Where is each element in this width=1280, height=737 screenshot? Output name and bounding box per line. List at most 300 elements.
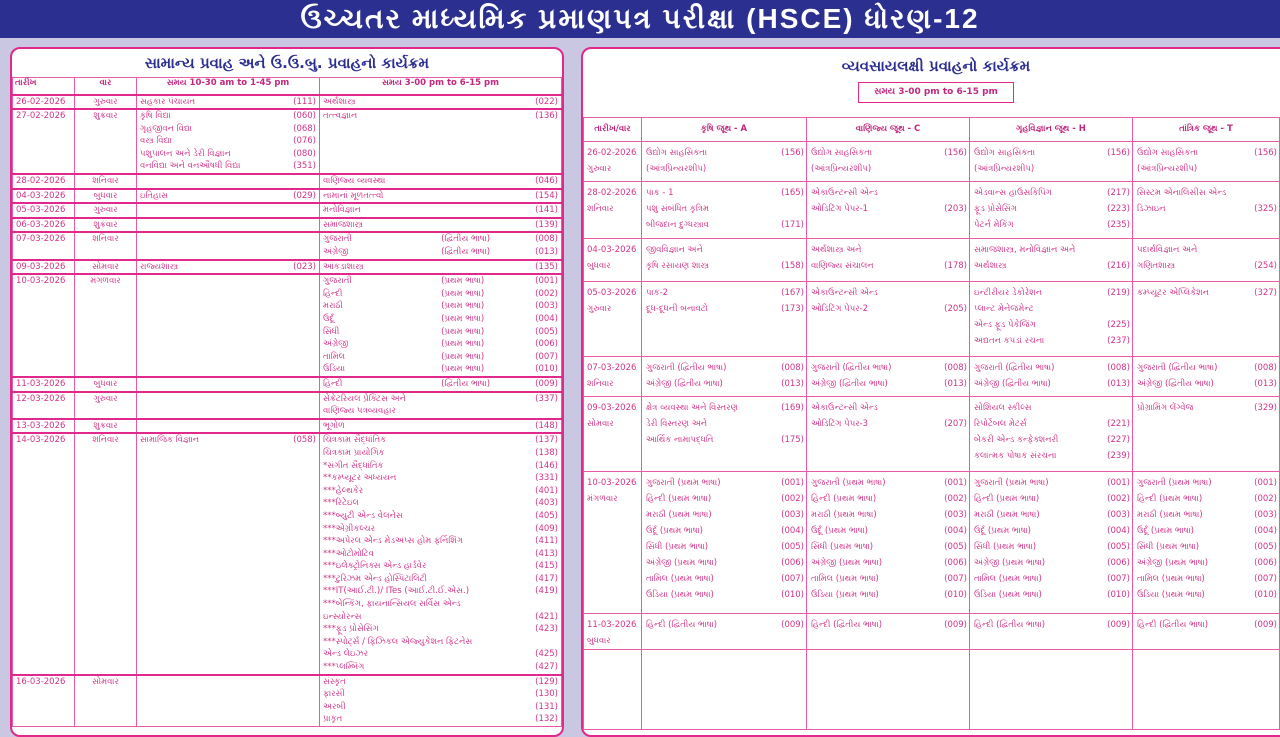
group-subjects bbox=[807, 239, 970, 282]
subject-name: કલાત્મક પોષાક સંરચના bbox=[974, 451, 1057, 461]
subject-code: (009) bbox=[781, 620, 804, 630]
col-group-h: ગૃહવિજ્ઞાન જૂથ - H bbox=[970, 118, 1133, 142]
subject-code: (205) bbox=[944, 304, 967, 314]
subject-code: (141) bbox=[535, 205, 558, 216]
subject-line bbox=[323, 275, 558, 288]
subject-name: ***હેલ્થકેર bbox=[323, 485, 364, 496]
spacer bbox=[868, 301, 940, 317]
table-row bbox=[584, 142, 1280, 182]
spacer bbox=[709, 217, 777, 233]
subject-code: (009) bbox=[1254, 620, 1277, 630]
subject-code: (008) bbox=[944, 363, 967, 373]
subject-code: (004) bbox=[781, 526, 804, 536]
subject-code: (156) bbox=[1107, 148, 1130, 158]
subject-line bbox=[811, 376, 967, 392]
subject-name: ગણિતશાસ્ત્ર bbox=[1137, 261, 1176, 271]
subject-note: (પ્રથમ ભાષા) bbox=[441, 351, 485, 362]
subject-line bbox=[811, 571, 967, 587]
group-subjects bbox=[807, 357, 970, 397]
subject-name: સંસ્કૃત bbox=[323, 676, 346, 687]
exam-date: 04-03-2026 bbox=[587, 245, 637, 255]
spacer bbox=[1205, 571, 1250, 587]
exam-date: 10-03-2026 bbox=[13, 274, 75, 377]
subject-code: (002) bbox=[944, 494, 967, 504]
spacer bbox=[1036, 317, 1103, 333]
group-subjects bbox=[1133, 397, 1280, 472]
spacer bbox=[1034, 301, 1130, 317]
subject-line bbox=[323, 363, 558, 376]
subject-name: ***ઓટોમોટિવ bbox=[323, 548, 374, 559]
afternoon-subjects bbox=[320, 218, 562, 233]
exam-date: 06-03-2026 bbox=[13, 218, 75, 233]
subject-line bbox=[323, 560, 558, 573]
subject-code: (146) bbox=[535, 460, 558, 471]
subject-name: તત્ત્વજ્ઞાન bbox=[323, 111, 358, 122]
subject-code: (003) bbox=[1254, 510, 1277, 520]
subject-code: (060) bbox=[293, 111, 316, 122]
subject-line bbox=[1137, 587, 1277, 603]
spacer bbox=[708, 539, 777, 555]
afternoon-subjects bbox=[320, 392, 562, 419]
subject-line bbox=[323, 175, 558, 188]
exam-day: સોમવાર bbox=[75, 675, 137, 727]
subject-line bbox=[1137, 145, 1277, 161]
subject-name: રાજ્યશાસ્ત્ર bbox=[140, 261, 179, 272]
subject-name: (આંત્રપ્રિન્યરશીપ) bbox=[974, 164, 1035, 174]
subject-name: (આંત્રપ્રિન્યરશીપ) bbox=[811, 164, 872, 174]
subject-code: (006) bbox=[944, 558, 967, 568]
subject-name: ***સ્પોર્ટ્સ / ફિઝિકલ એજ્યુકેશન ફિટનેસ bbox=[323, 636, 473, 647]
subject-line bbox=[323, 611, 558, 624]
subject-line bbox=[811, 587, 967, 603]
spacer bbox=[709, 201, 804, 217]
subject-code: (004) bbox=[535, 314, 558, 324]
subject-name: ઉડિયા (પ્રથમ ભાષા) bbox=[646, 590, 714, 600]
subject-note: (પ્રથમ ભાષા) bbox=[441, 326, 485, 337]
spacer bbox=[1175, 258, 1250, 274]
subject-line bbox=[974, 523, 1130, 539]
exam-day: શનિવાર bbox=[75, 174, 137, 189]
subject-line bbox=[974, 285, 1130, 301]
spacer bbox=[738, 400, 777, 416]
spacer bbox=[888, 376, 940, 392]
subject-code: (002) bbox=[1254, 494, 1277, 504]
subject-code: (203) bbox=[944, 204, 967, 214]
subject-code: (004) bbox=[1107, 526, 1130, 536]
subject-name: ડેરી વિસ્તરણ અને bbox=[646, 419, 708, 429]
subject-name: અર્થશાસ્ત્ર bbox=[323, 96, 356, 107]
subject-code: (013) bbox=[1107, 379, 1130, 389]
subject-code: (008) bbox=[781, 363, 804, 373]
subject-name: અંગ્રેજી (પ્રથમ ભાષા) bbox=[646, 558, 718, 568]
subject-line bbox=[323, 204, 558, 217]
subject-name: ઉર્દૂ (પ્રથમ ભાષા) bbox=[1137, 526, 1194, 536]
subject-line bbox=[1137, 185, 1277, 201]
morning-subjects bbox=[137, 232, 320, 259]
subject-code: (171) bbox=[781, 220, 804, 230]
subject-line bbox=[140, 190, 316, 203]
subject-code: (239) bbox=[1107, 451, 1130, 461]
subject-code: (003) bbox=[535, 301, 558, 312]
subject-line bbox=[646, 507, 804, 523]
subject-name: ***બેન્કિંગ, ફાયનાન્સિયલ સર્વિસ એન્ડ bbox=[323, 599, 461, 610]
spacer bbox=[703, 242, 804, 258]
subject-code: (080) bbox=[293, 148, 316, 159]
subject-code: (411) bbox=[535, 536, 558, 547]
subject-name: અંગ્રેજી (દ્વિતીય ભાષા) bbox=[974, 379, 1051, 389]
subject-line bbox=[974, 400, 1130, 416]
subject-line bbox=[811, 539, 967, 555]
spacer bbox=[1194, 400, 1251, 416]
subject-line bbox=[811, 475, 967, 491]
col-group-a: કૃષિ જૂથ - A bbox=[642, 118, 807, 142]
subject-note: (પ્રથમ ભાષા) bbox=[441, 301, 485, 312]
exam-day: સોમવાર bbox=[587, 419, 614, 429]
spacer bbox=[726, 360, 777, 376]
subject-code: (005) bbox=[781, 542, 804, 552]
subject-line bbox=[974, 201, 1130, 217]
subject-line bbox=[811, 507, 967, 523]
group-subjects bbox=[642, 282, 807, 357]
subject-name: સહકાર પંચાયત bbox=[140, 96, 196, 107]
exam-date: 07-03-2026 bbox=[587, 363, 637, 373]
spacer bbox=[878, 185, 967, 201]
subject-name: ગૃહજીવન વિદ્યા bbox=[140, 123, 192, 134]
subject-line bbox=[811, 301, 967, 317]
morning-subjects bbox=[137, 419, 320, 434]
subject-name: ઉડિયા bbox=[323, 364, 346, 375]
table-row bbox=[584, 614, 1280, 650]
group-subjects bbox=[642, 614, 807, 650]
subject-line bbox=[974, 242, 1130, 258]
subject-line bbox=[323, 434, 558, 447]
subject-name: ઉડિયા (પ્રથમ ભાષા) bbox=[1137, 590, 1205, 600]
table-row bbox=[13, 675, 562, 727]
subject-line bbox=[323, 623, 558, 636]
subject-name: એકાઉન્ટન્સી એન્ડ bbox=[811, 403, 878, 413]
subject-name: ઉદ્યોગ સાહસિકતા bbox=[974, 148, 1036, 158]
subject-name: ઓડિટિંગ પેપર-2 bbox=[811, 304, 869, 314]
subject-line bbox=[974, 333, 1130, 349]
exam-day: શનિવાર bbox=[587, 379, 614, 389]
subject-line bbox=[323, 326, 558, 339]
subject-name: ગુજરાતી (દ્વિતીય ભાષા) bbox=[646, 363, 727, 373]
group-subjects bbox=[1133, 614, 1280, 650]
subject-code: (223) bbox=[1107, 204, 1130, 214]
subject-code: (413) bbox=[535, 548, 558, 559]
subject-name: મનોવિજ્ઞાન bbox=[323, 205, 361, 216]
subject-line bbox=[646, 285, 804, 301]
subject-name: ઉડિયા (પ્રથમ ભાષા) bbox=[811, 590, 879, 600]
subject-line bbox=[974, 258, 1130, 274]
subject-line bbox=[323, 497, 558, 510]
subject-name: પ્રાકૃત bbox=[323, 714, 343, 725]
subject-name: ગુજરાતી (પ્રથમ ભાષા) bbox=[811, 478, 886, 488]
subject-name: વસ્ત્ર વિદ્યા bbox=[140, 136, 172, 147]
group-subjects bbox=[1133, 239, 1280, 282]
spacer bbox=[723, 376, 777, 392]
subject-code: (001) bbox=[1107, 478, 1130, 488]
subject-line bbox=[323, 510, 558, 523]
col-afternoon: સમય 3-00 pm to 6-15 pm bbox=[320, 78, 562, 95]
afternoon-subjects bbox=[320, 232, 562, 259]
subject-line bbox=[646, 475, 804, 491]
subject-code: (001) bbox=[781, 478, 804, 488]
exam-date: 28-02-2026 bbox=[587, 188, 637, 198]
subject-name: અર્થશાસ્ત્ર અને bbox=[811, 245, 862, 255]
subject-name: એકાઉન્ટન્સી એન્ડ bbox=[811, 188, 878, 198]
subject-code: (136) bbox=[535, 111, 558, 122]
exam-day: મંગળવાર bbox=[587, 494, 618, 504]
subject-name: ઉર્દૂ (પ્રથમ ભાષા) bbox=[811, 526, 868, 536]
spacer bbox=[873, 539, 940, 555]
subject-name: ઓડિટિંગ પેપર-3 bbox=[811, 419, 869, 429]
exam-date: 05-03-2026 bbox=[13, 203, 75, 218]
table-row bbox=[13, 189, 562, 204]
subject-code: (165) bbox=[781, 188, 804, 198]
subject-line bbox=[323, 523, 558, 536]
subject-code: (007) bbox=[1254, 574, 1277, 584]
subject-note: (દ્વિતીય ભાષા) bbox=[441, 247, 491, 258]
group-subjects bbox=[970, 614, 1133, 650]
spacer bbox=[1208, 555, 1250, 571]
subject-code: (010) bbox=[944, 590, 967, 600]
subject-line bbox=[811, 400, 967, 416]
spacer bbox=[868, 416, 940, 432]
subject-name: ઉદ્યોગ સાહસિકતા bbox=[1137, 148, 1199, 158]
spacer bbox=[703, 523, 777, 539]
time-badge: સમય 3-00 pm to 6-15 pm bbox=[858, 82, 1014, 103]
spacer bbox=[1054, 360, 1103, 376]
subject-line bbox=[974, 376, 1130, 392]
table-row bbox=[584, 239, 1280, 282]
subject-name: પ્લાન્ટ મેનેજમેન્ટ bbox=[974, 304, 1034, 314]
subject-name: આર્થિક નામાપદ્ધતિ bbox=[646, 435, 714, 445]
spacer bbox=[872, 145, 940, 161]
col-day: વાર bbox=[75, 78, 137, 95]
subject-line bbox=[646, 555, 804, 571]
spacer bbox=[1035, 145, 1103, 161]
subject-name: ***બ્યુટી એન્ડ વેલનેસ bbox=[323, 510, 403, 521]
subject-line bbox=[646, 301, 804, 317]
exam-date: 11-03-2026 bbox=[587, 620, 637, 630]
subject-line bbox=[323, 585, 558, 598]
col-date: તારીખ bbox=[13, 78, 75, 95]
group-subjects bbox=[970, 472, 1133, 614]
subject-code: (007) bbox=[944, 574, 967, 584]
subject-name: ઉર્દૂ (પ્રથમ ભાષા) bbox=[974, 526, 1031, 536]
empty-cell bbox=[1133, 650, 1280, 730]
spacer bbox=[1214, 376, 1250, 392]
subject-line bbox=[323, 420, 558, 433]
subject-code: (216) bbox=[1107, 261, 1130, 271]
morning-subjects bbox=[137, 675, 320, 727]
subject-name: સિંધી bbox=[323, 326, 340, 337]
group-subjects bbox=[1133, 182, 1280, 239]
subject-line bbox=[646, 185, 804, 201]
spacer bbox=[879, 571, 940, 587]
subject-name: હિન્દી (દ્વિતીય ભાષા) bbox=[811, 620, 883, 630]
subject-line bbox=[323, 598, 558, 611]
subject-code: (008) bbox=[1254, 363, 1277, 373]
exam-date: 16-03-2026 bbox=[13, 675, 75, 727]
subject-line bbox=[140, 434, 316, 447]
spacer bbox=[1051, 376, 1103, 392]
exam-date: 04-03-2026 bbox=[13, 189, 75, 204]
subject-line bbox=[646, 145, 804, 161]
subject-line bbox=[323, 288, 558, 301]
subject-name: ગુજરાતી (દ્વિતીય ભાષા) bbox=[811, 363, 892, 373]
subject-code: (132) bbox=[535, 714, 558, 725]
subject-code: (217) bbox=[1107, 188, 1130, 198]
subject-name: સિસ્ટમ એનાલિસીસ એન્ડ bbox=[1137, 188, 1227, 198]
subject-code: (010) bbox=[781, 590, 804, 600]
empty-cell bbox=[970, 650, 1133, 730]
subject-code: (002) bbox=[1107, 494, 1130, 504]
subject-line bbox=[646, 617, 804, 633]
subject-line bbox=[811, 161, 967, 177]
exam-date: 27-02-2026 bbox=[13, 109, 75, 174]
subject-name: વનવિદ્યા અને વનઔષધી વિદ્યા bbox=[140, 161, 241, 172]
subject-name: સામાજિક વિજ્ઞાન bbox=[140, 435, 200, 446]
morning-subjects bbox=[137, 218, 320, 233]
exam-date: 26-02-2026 bbox=[587, 148, 637, 158]
subject-name: દૂધ-દૂધની બનાવટો bbox=[646, 304, 708, 314]
subject-name: બેકરી એન્ડ કન્ફેક્શનરી bbox=[974, 435, 1059, 445]
subject-line bbox=[646, 201, 804, 217]
subject-name: એડવાન્સ હાઉસકિપિંગ bbox=[974, 188, 1052, 198]
subject-line bbox=[140, 96, 316, 109]
subject-line bbox=[323, 393, 558, 406]
group-subjects bbox=[1133, 357, 1280, 397]
subject-line bbox=[323, 405, 558, 418]
exam-date: 28-02-2026 bbox=[13, 174, 75, 189]
subject-code: (009) bbox=[535, 378, 558, 389]
subject-line bbox=[1137, 242, 1277, 258]
subject-code: (425) bbox=[535, 649, 558, 660]
subject-code: (076) bbox=[293, 136, 316, 147]
subject-name: મરાઠી (પ્રથમ ભાષા) bbox=[811, 510, 877, 520]
subject-name: અંગ્રેજી (પ્રથમ ભાષા) bbox=[974, 558, 1046, 568]
subject-name: હિન્દી bbox=[323, 378, 343, 389]
subject-code: (129) bbox=[535, 676, 558, 687]
subject-line bbox=[323, 460, 558, 473]
subject-note: (દ્વિતીય ભાષા) bbox=[441, 234, 491, 245]
afternoon-subjects bbox=[320, 274, 562, 377]
subject-code: (007) bbox=[535, 351, 558, 362]
subject-line bbox=[974, 185, 1130, 201]
subject-code: (009) bbox=[1107, 620, 1130, 630]
col-morning: સમય 10-30 am to 1-45 pm bbox=[137, 78, 320, 95]
subject-name: હિન્દી (દ્વિતીય ભાષા) bbox=[646, 620, 718, 630]
subject-code: (111) bbox=[293, 96, 316, 107]
subject-name: ***ઇલેક્ટ્રોનિક્સ એન્ડ હાર્ડવેર bbox=[323, 561, 427, 572]
subject-code: (006) bbox=[781, 558, 804, 568]
spacer bbox=[1052, 185, 1103, 201]
exam-day: શનિવાર bbox=[587, 204, 614, 214]
subject-name: કૃષિ રસાયણ શાસ્ત્ર bbox=[646, 261, 709, 271]
subject-name: પાક - 1 bbox=[646, 188, 674, 198]
spacer bbox=[879, 587, 940, 603]
subject-line bbox=[1137, 400, 1277, 416]
subject-code: (405) bbox=[535, 510, 558, 521]
spacer bbox=[712, 507, 777, 523]
subject-name: ***રિટેઇલ bbox=[323, 498, 359, 509]
subject-line bbox=[811, 360, 967, 376]
spacer bbox=[878, 285, 967, 301]
spacer bbox=[882, 555, 940, 571]
spacer bbox=[1042, 571, 1103, 587]
subject-code: (225) bbox=[1107, 320, 1130, 330]
spacer bbox=[1166, 201, 1251, 217]
subject-name: ભૂગોળ bbox=[323, 420, 345, 431]
subject-line bbox=[140, 148, 316, 161]
general-stream-title: સામાન્ય પ્રવાહ અને ઉ.ઉ.બુ. પ્રવાહનો કાર્યક્રમ bbox=[144, 54, 430, 72]
subject-code: (005) bbox=[1107, 542, 1130, 552]
morning-subjects bbox=[137, 392, 320, 419]
subject-name: ***એગ્રીકલ્ચર bbox=[323, 523, 375, 534]
spacer bbox=[1007, 258, 1104, 274]
subject-line bbox=[323, 535, 558, 548]
subject-note: (પ્રથમ ભાષા) bbox=[441, 288, 485, 299]
subject-name: ચિત્રકામ પ્રાયોગિક bbox=[323, 447, 385, 458]
table-row bbox=[13, 95, 562, 110]
spacer bbox=[1045, 555, 1103, 571]
subject-note: (પ્રથમ ભાષા) bbox=[441, 276, 485, 287]
exam-date-day bbox=[584, 282, 642, 357]
subject-line bbox=[974, 617, 1130, 633]
spacer bbox=[1044, 333, 1103, 349]
afternoon-subjects bbox=[320, 433, 562, 674]
subject-line bbox=[323, 313, 558, 326]
subject-line bbox=[974, 432, 1130, 448]
subject-name: ઇતિહાસ bbox=[140, 190, 169, 201]
subject-name: ***પ્લમ્બિંગ bbox=[323, 662, 365, 673]
subject-code: (009) bbox=[944, 620, 967, 630]
subject-name: ***ટુરિઝમ એન્ડ હોસ્પિટાલિટી bbox=[323, 573, 427, 584]
subject-name: અદ્યતન કપડાં રચના bbox=[974, 336, 1045, 346]
subject-code: (254) bbox=[1254, 261, 1277, 271]
exam-date: 14-03-2026 bbox=[13, 433, 75, 674]
vocational-stream-table bbox=[583, 117, 1280, 730]
spacer bbox=[714, 587, 777, 603]
exam-day: બુધવાર bbox=[587, 261, 611, 271]
subject-name: ફૂડ પ્રોસેસિંગ bbox=[974, 204, 1017, 214]
spacer bbox=[1045, 617, 1103, 633]
subject-name: ક્ષેત્ર વ્યવસ્થા અને વિસ્તરણ bbox=[646, 403, 739, 413]
subject-code: (421) bbox=[535, 611, 558, 622]
subject-name: સિંધી (પ્રથમ ભાષા) bbox=[646, 542, 709, 552]
subject-code: (003) bbox=[944, 510, 967, 520]
subject-name: ગુજરાતી (પ્રથમ ભાષા) bbox=[974, 478, 1049, 488]
afternoon-subjects bbox=[320, 203, 562, 218]
afternoon-subjects bbox=[320, 189, 562, 204]
subject-name: કમ્પ્યૂટર એપ્લિકેશન bbox=[1137, 288, 1209, 298]
subject-line bbox=[1137, 555, 1277, 571]
table-row bbox=[584, 357, 1280, 397]
subject-line bbox=[811, 201, 967, 217]
subject-line bbox=[811, 258, 967, 274]
morning-subjects bbox=[137, 95, 320, 110]
spacer bbox=[1226, 185, 1277, 201]
afternoon-subjects bbox=[320, 377, 562, 392]
subject-code: (010) bbox=[1254, 590, 1277, 600]
group-subjects bbox=[1133, 472, 1280, 614]
subject-name: ***ફૂડ પ્રોસેસિંગ bbox=[323, 624, 379, 635]
exam-date: 11-03-2026 bbox=[13, 377, 75, 392]
exam-date-day bbox=[584, 472, 642, 614]
subject-line bbox=[1137, 376, 1277, 392]
